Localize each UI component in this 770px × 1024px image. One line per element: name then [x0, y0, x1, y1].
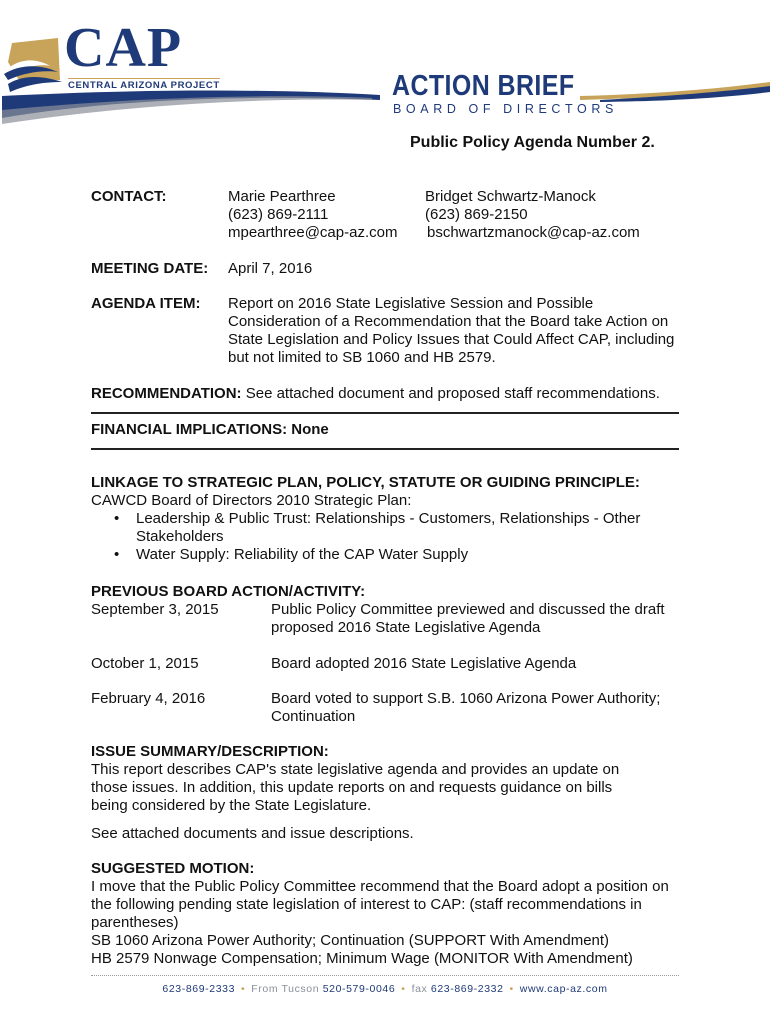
footer-divider — [91, 975, 679, 976]
footer-fax: 623-869-2332 — [430, 983, 504, 995]
board-of-directors-subtitle: BOARD OF DIRECTORS — [393, 102, 618, 116]
contact1-phone: (623) 869-2111 — [228, 206, 329, 223]
motion-line-sb1060: SB 1060 Arizona Power Authority; Continuation (SUPPORT With Amendment) — [91, 932, 610, 949]
footer: 623-869-2333 • From Tucson 520-579-0046 • fax 623-869-2332 • www.cap-az.com — [162, 983, 608, 995]
contact2-phone: (623) 869-2150 — [425, 206, 528, 223]
footer-tucson-phone: 520-579-0046 — [322, 983, 396, 995]
suggested-motion-text: I move that the Public Policy Committee recommend that the Board adopt a position on the following pending state legislation of interest to CAP: (staff recommendations in parentheses) — [91, 878, 669, 931]
footer-tucson-label: From Tucson — [251, 983, 320, 995]
previous-action-date: February 4, 2016 — [91, 690, 206, 707]
previous-action-date: September 3, 2015 — [91, 601, 219, 618]
issue-summary-text: This report describes CAP's state legislative agenda and provides an update on those issues. In addition, this update reports on and requests guidance on bills being considered by the State Legislature. — [91, 761, 620, 814]
footer-phone: 623-869-2333 — [162, 983, 236, 995]
footer-fax-label: fax — [411, 983, 428, 995]
agenda-item-text: Report on 2016 State Legislative Session and Possible Consideration of a Recommendation that the Board take Action on State Legislation and Policy Issues that Could Affect CAP, including but not limited to SB 1060 and HB 2579. — [228, 295, 675, 366]
meeting-date-label: MEETING DATE: — [91, 260, 209, 277]
meeting-date-value: April 7, 2016 — [228, 260, 313, 277]
previous-action-text: Board adopted 2016 State Legislative Agenda — [271, 655, 577, 672]
contact1-email: mpearthree@cap-az.com — [228, 224, 398, 241]
issue-summary-label: ISSUE SUMMARY/DESCRIPTION: — [91, 743, 329, 760]
previous-action-text: Public Policy Committee previewed and discussed the draft proposed 2016 State Legislative Agenda — [271, 601, 665, 636]
previous-action-text: Board voted to support S.B. 1060 Arizona Power Authority; Continuation — [271, 690, 661, 725]
issue-summary-text2: See attached documents and issue descriptions. — [91, 825, 414, 842]
agenda-item-label: AGENDA ITEM: — [91, 295, 201, 312]
contact2-name: Bridget Schwartz-Manock — [425, 188, 596, 205]
contact1-name: Marie Pearthree — [228, 188, 336, 205]
linkage-bullet: • Leadership & Public Trust: Relationships - Customers, Relationships - Other Stakeholders — [92, 510, 646, 546]
motion-line-hb2579: HB 2579 Nonwage Compensation; Minimum Wage (MONITOR With Amendment) — [91, 950, 633, 967]
previous-action-date: October 1, 2015 — [91, 655, 199, 672]
divider — [91, 412, 679, 414]
recommendation — [91, 385, 660, 403]
action-brief-title: ACTION BRIEF — [392, 70, 575, 102]
footer-website[interactable]: www.cap-az.com — [519, 983, 608, 995]
linkage-bullet: • Water Supply: Reliability of the CAP Water Supply — [92, 546, 662, 564]
document-title: Public Policy Agenda Number 2. — [410, 134, 655, 151]
linkage-intro: CAWCD Board of Directors 2010 Strategic Plan: — [91, 492, 412, 509]
contact2-email: bschwartzmanock@cap-az.com — [427, 224, 640, 241]
contact-label: CONTACT: — [91, 188, 167, 205]
recommendation-label: RECOMMENDATION: — [91, 385, 242, 402]
suggested-motion-label: SUGGESTED MOTION: — [91, 860, 255, 877]
linkage-label: LINKAGE TO STRATEGIC PLAN, POLICY, STATUTE OR GUIDING PRINCIPLE: — [91, 474, 640, 491]
previous-action-label: PREVIOUS BOARD ACTION/ACTIVITY: — [91, 583, 366, 600]
linkage-list — [92, 510, 662, 564]
financial-implications: FINANCIAL IMPLICATIONS: None — [91, 421, 329, 438]
cap-emblem-icon — [4, 38, 62, 92]
logo-text: CAP — [64, 17, 183, 79]
logo-subtext: CENTRAL ARIZONA PROJECT — [68, 80, 220, 91]
recommendation-text: See attached document and proposed staff recommendations. — [245, 385, 660, 402]
divider — [91, 448, 679, 450]
